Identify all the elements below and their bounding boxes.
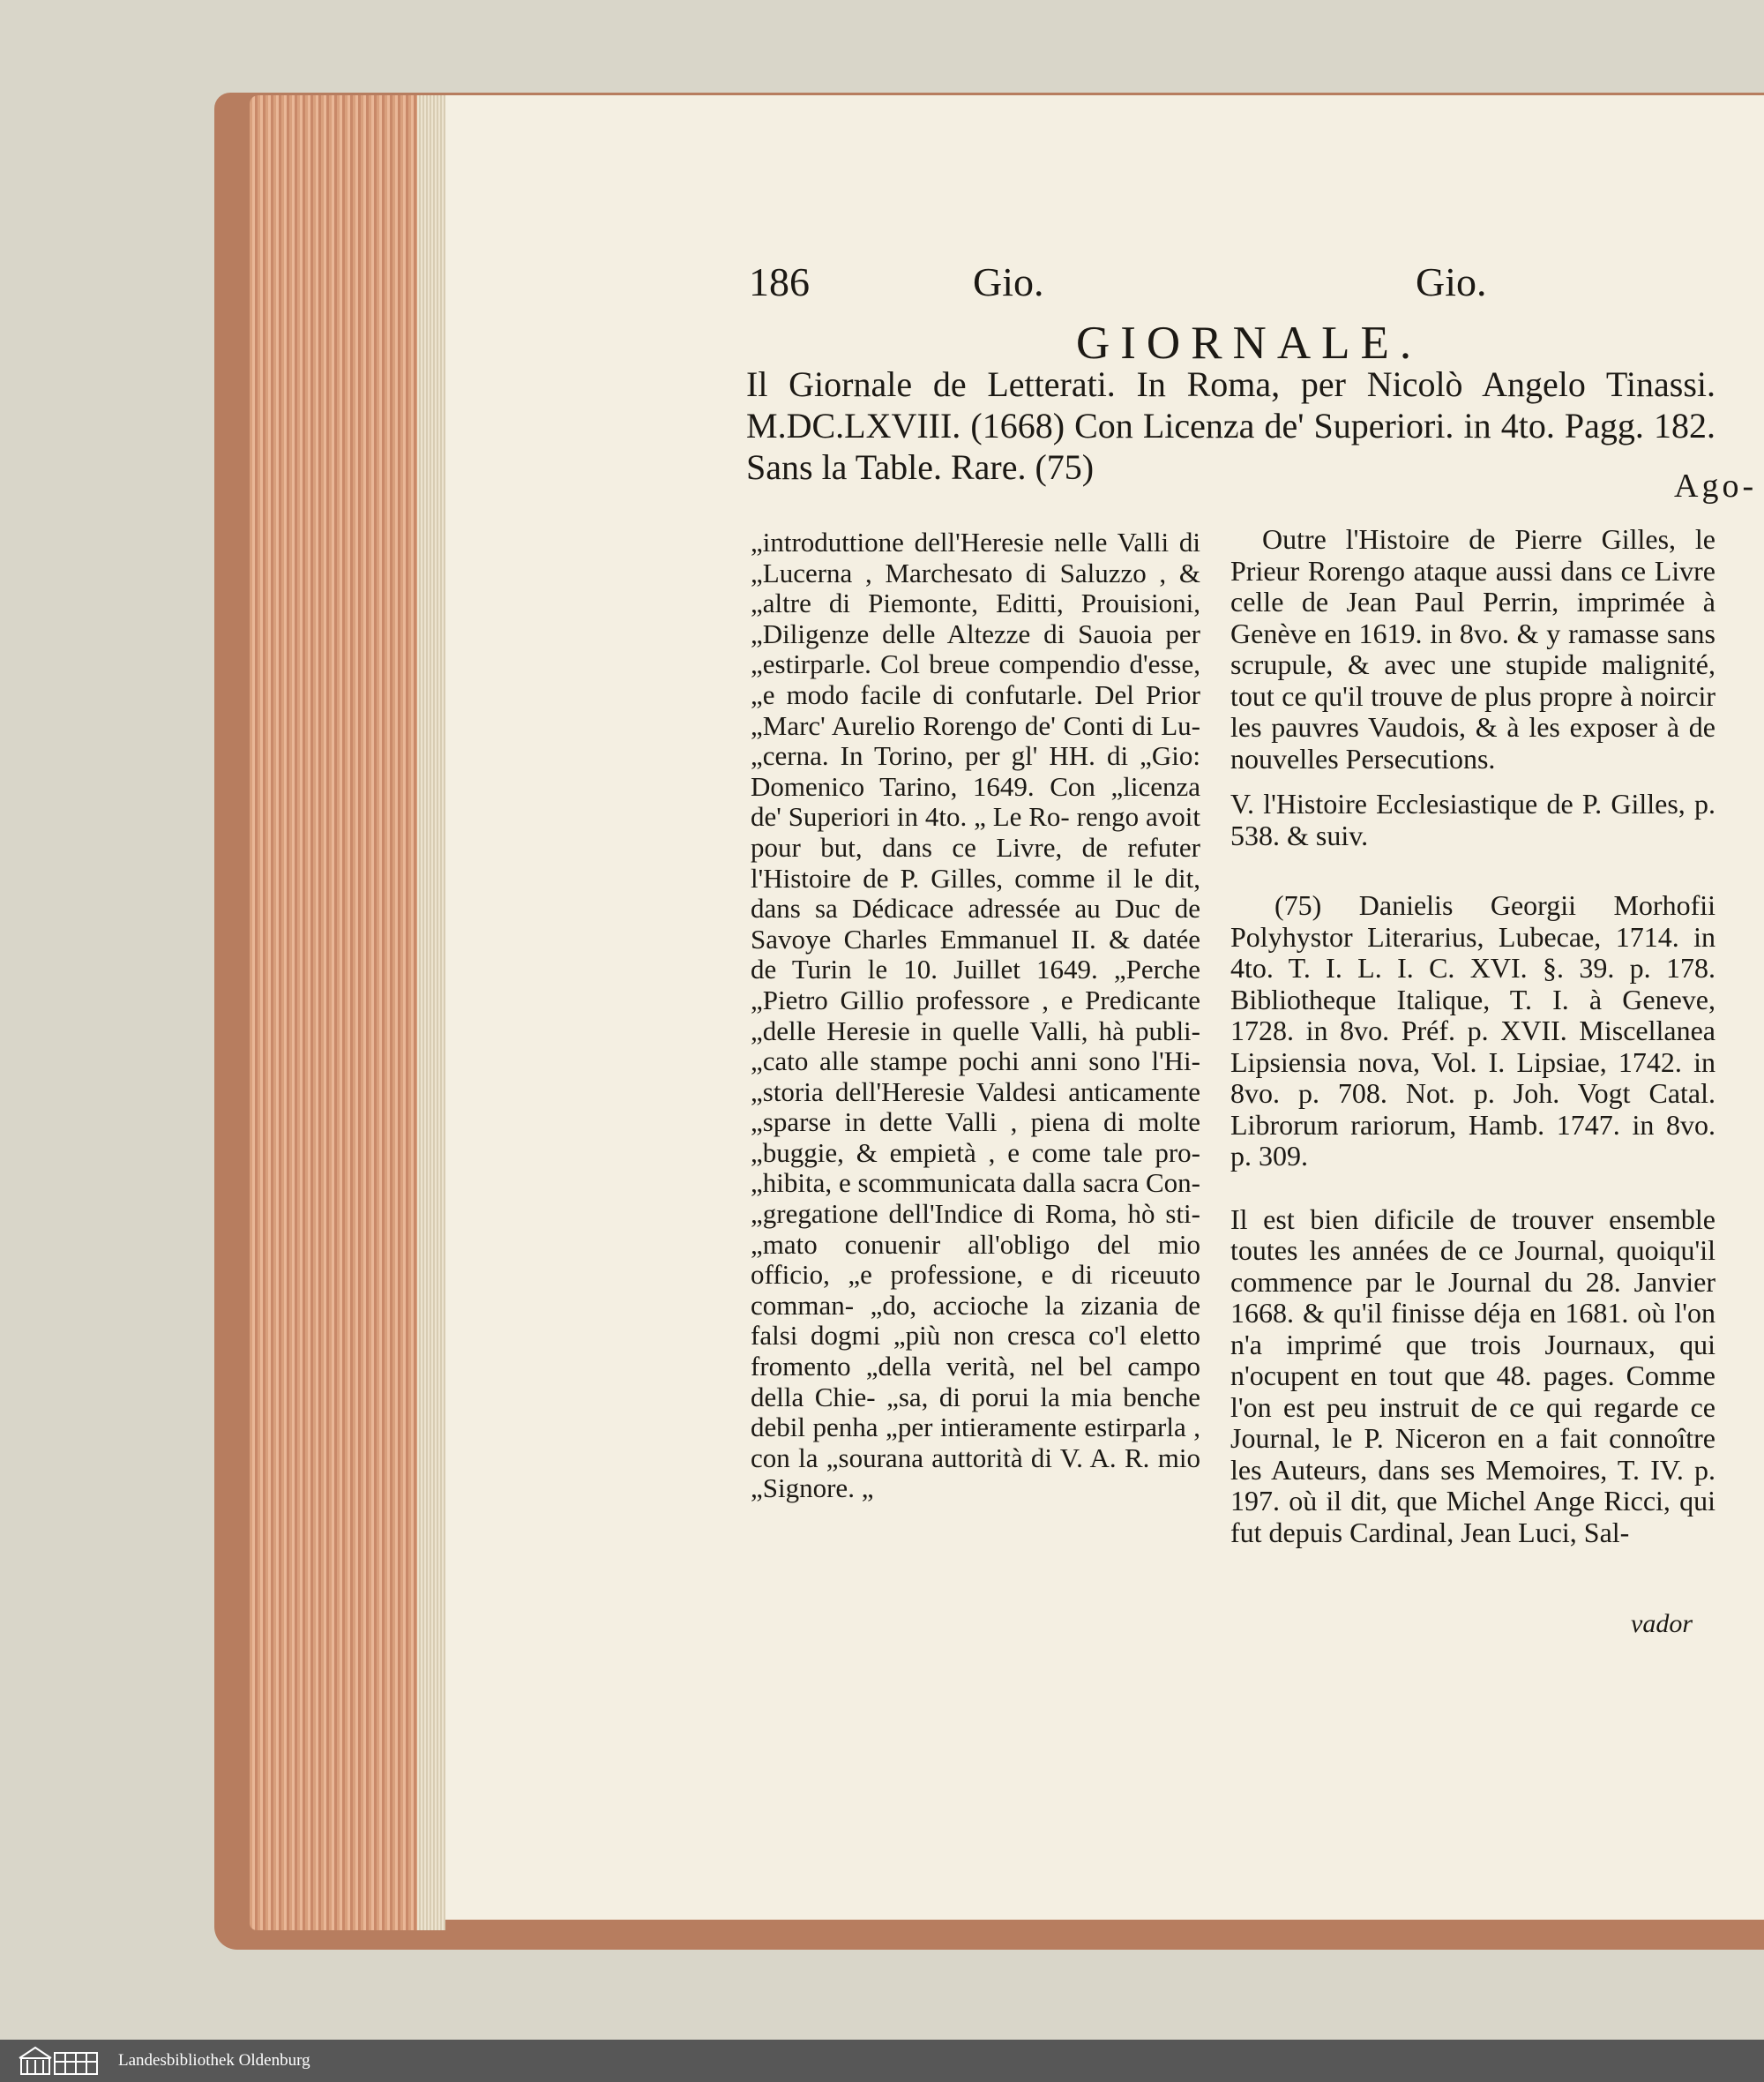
catchword-bottom: vador (1631, 1609, 1693, 1638)
book-page (445, 95, 1764, 1920)
entry-heading: Il Giornale de Letterati. In Roma, per Nicolò Angelo Tinassi. M.DC.LXVIII. (1668) Con Licenza de' Superiori. in 4to. Pagg. 182. Sans la Table. Rare. (75) (746, 364, 1715, 487)
catchword-top: Ago- (1674, 468, 1758, 505)
right-column (1230, 524, 1715, 1548)
library-building-logo (16, 2044, 101, 2078)
footnote-paragraph: (75) Danielis Georgii Morhofii Polyhystor Literarius, Lubecae, 1714. in 4to. T. I. L. I. C. XVI. §. 39. p. 178. Bibliotheque Italique, T. I. à Geneve, 1728. in 8vo. Préf. p. XVII. Miscellanea Lipsiensia nova, Vol. I. Lipsiae, 1742. in 8vo. p. 708. Not. p. Joh. Vogt Catal. Librorum rariorum, Hamb. 1747. in 8vo. p. 309. (1230, 889, 1715, 1172)
running-header-left: Gio. (973, 259, 1044, 304)
left-column: „introduttione dell'Heresie nelle Valli di „Lucerna , Marchesato di Saluzzo , & „altre di Piemonte, Editti, Prouisioni, „Diligenze delle Altezze di Sauoia per „estirparle. Col breue compendio d'esse, „e modo facile di confutarle. Del Prior „Marc' Aurelio Rorengo de' Conti di Lu- „cerna. In Torino, per gl' HH. di „Gio: Domenico Tarino, 1649. Con „licenza de' Superiori in 4to. „ Le Ro- rengo avoit pour but, dans ce Livre, de refuter l'Histoire de P. Gilles, comme il le dit, dans sa Dédicace adressée au Duc de Savoye Charles Emmanuel II. & datée de Turin le 10. Juillet 1649. „Perche „Pietro Gillio professore , e Predicante „delle Heresie in quelle Valli, hà publi- „cato alle stampe pochi anni sono l'Hi- „storia dell'Heresie Valdesi anticamente „sparse in dette Valli , piena di molte „buggie, & empietà , e come tale pro- „hibita, e scommunicata dalla sacra Con- „gregatione dell'Indice di Roma, hò sti- „mato conuenir all'obligo del mio officio, „e professione, e di riceuuto comman- „do, accioche la zizania de falsi dogmi „più non cresca co'l eletto fromento „della verità, nel bel campo della Chie- „sa, di porui la mia benche debil penha „per intieramente estirparla , con la „sourana auttorità di V. A. R. mio „Signore. „ (751, 527, 1200, 1504)
running-header-right: Gio. (1416, 259, 1487, 304)
right-paragraph: Outre l'Histoire de Pierre Gilles, le Prieur Rorengo ataque aussi dans ce Livre celle de Jean Paul Perrin, imprimée à Genève en 1619. in 8vo. & y ramasse sans scrupule, & avec une stupide malignité, tout ce qu'il trouve de plus propre à noircir les pauvres Vaudois, & à les exposer à de nouvelles Persecutions. (1230, 523, 1715, 775)
footer-bar (0, 2040, 1764, 2082)
right-paragraph: V. l'Histoire Ecclesiastique de P. Gilles, p. 538. & suiv. (1230, 788, 1715, 851)
page-edge (250, 95, 445, 1930)
right-paragraph: Il est bien dificile de trouver ensemble toutes les années de ce Journal, quoiqu'il commence par le Journal du 28. Janvier 1668. & qu'il finisse déja en 1681. où l'on n'a imprimé que trois Journaux, qui n'ocupent en tout que 48. pages. Comme l'on est peu instruit de ce qui regarde ce Journal, le P. Niceron en a fait connoître les Auteurs, dans ses Memoires, T. IV. p. 197. où il dit, que Michel Ange Ricci, qui fut depuis Cardinal, Jean Luci, Sal- (1230, 1202, 1715, 1548)
library-name: Landesbibliothek Oldenburg (118, 2051, 310, 2070)
page-number: 186 (749, 259, 810, 304)
section-title: GIORNALE. (1076, 318, 1423, 369)
